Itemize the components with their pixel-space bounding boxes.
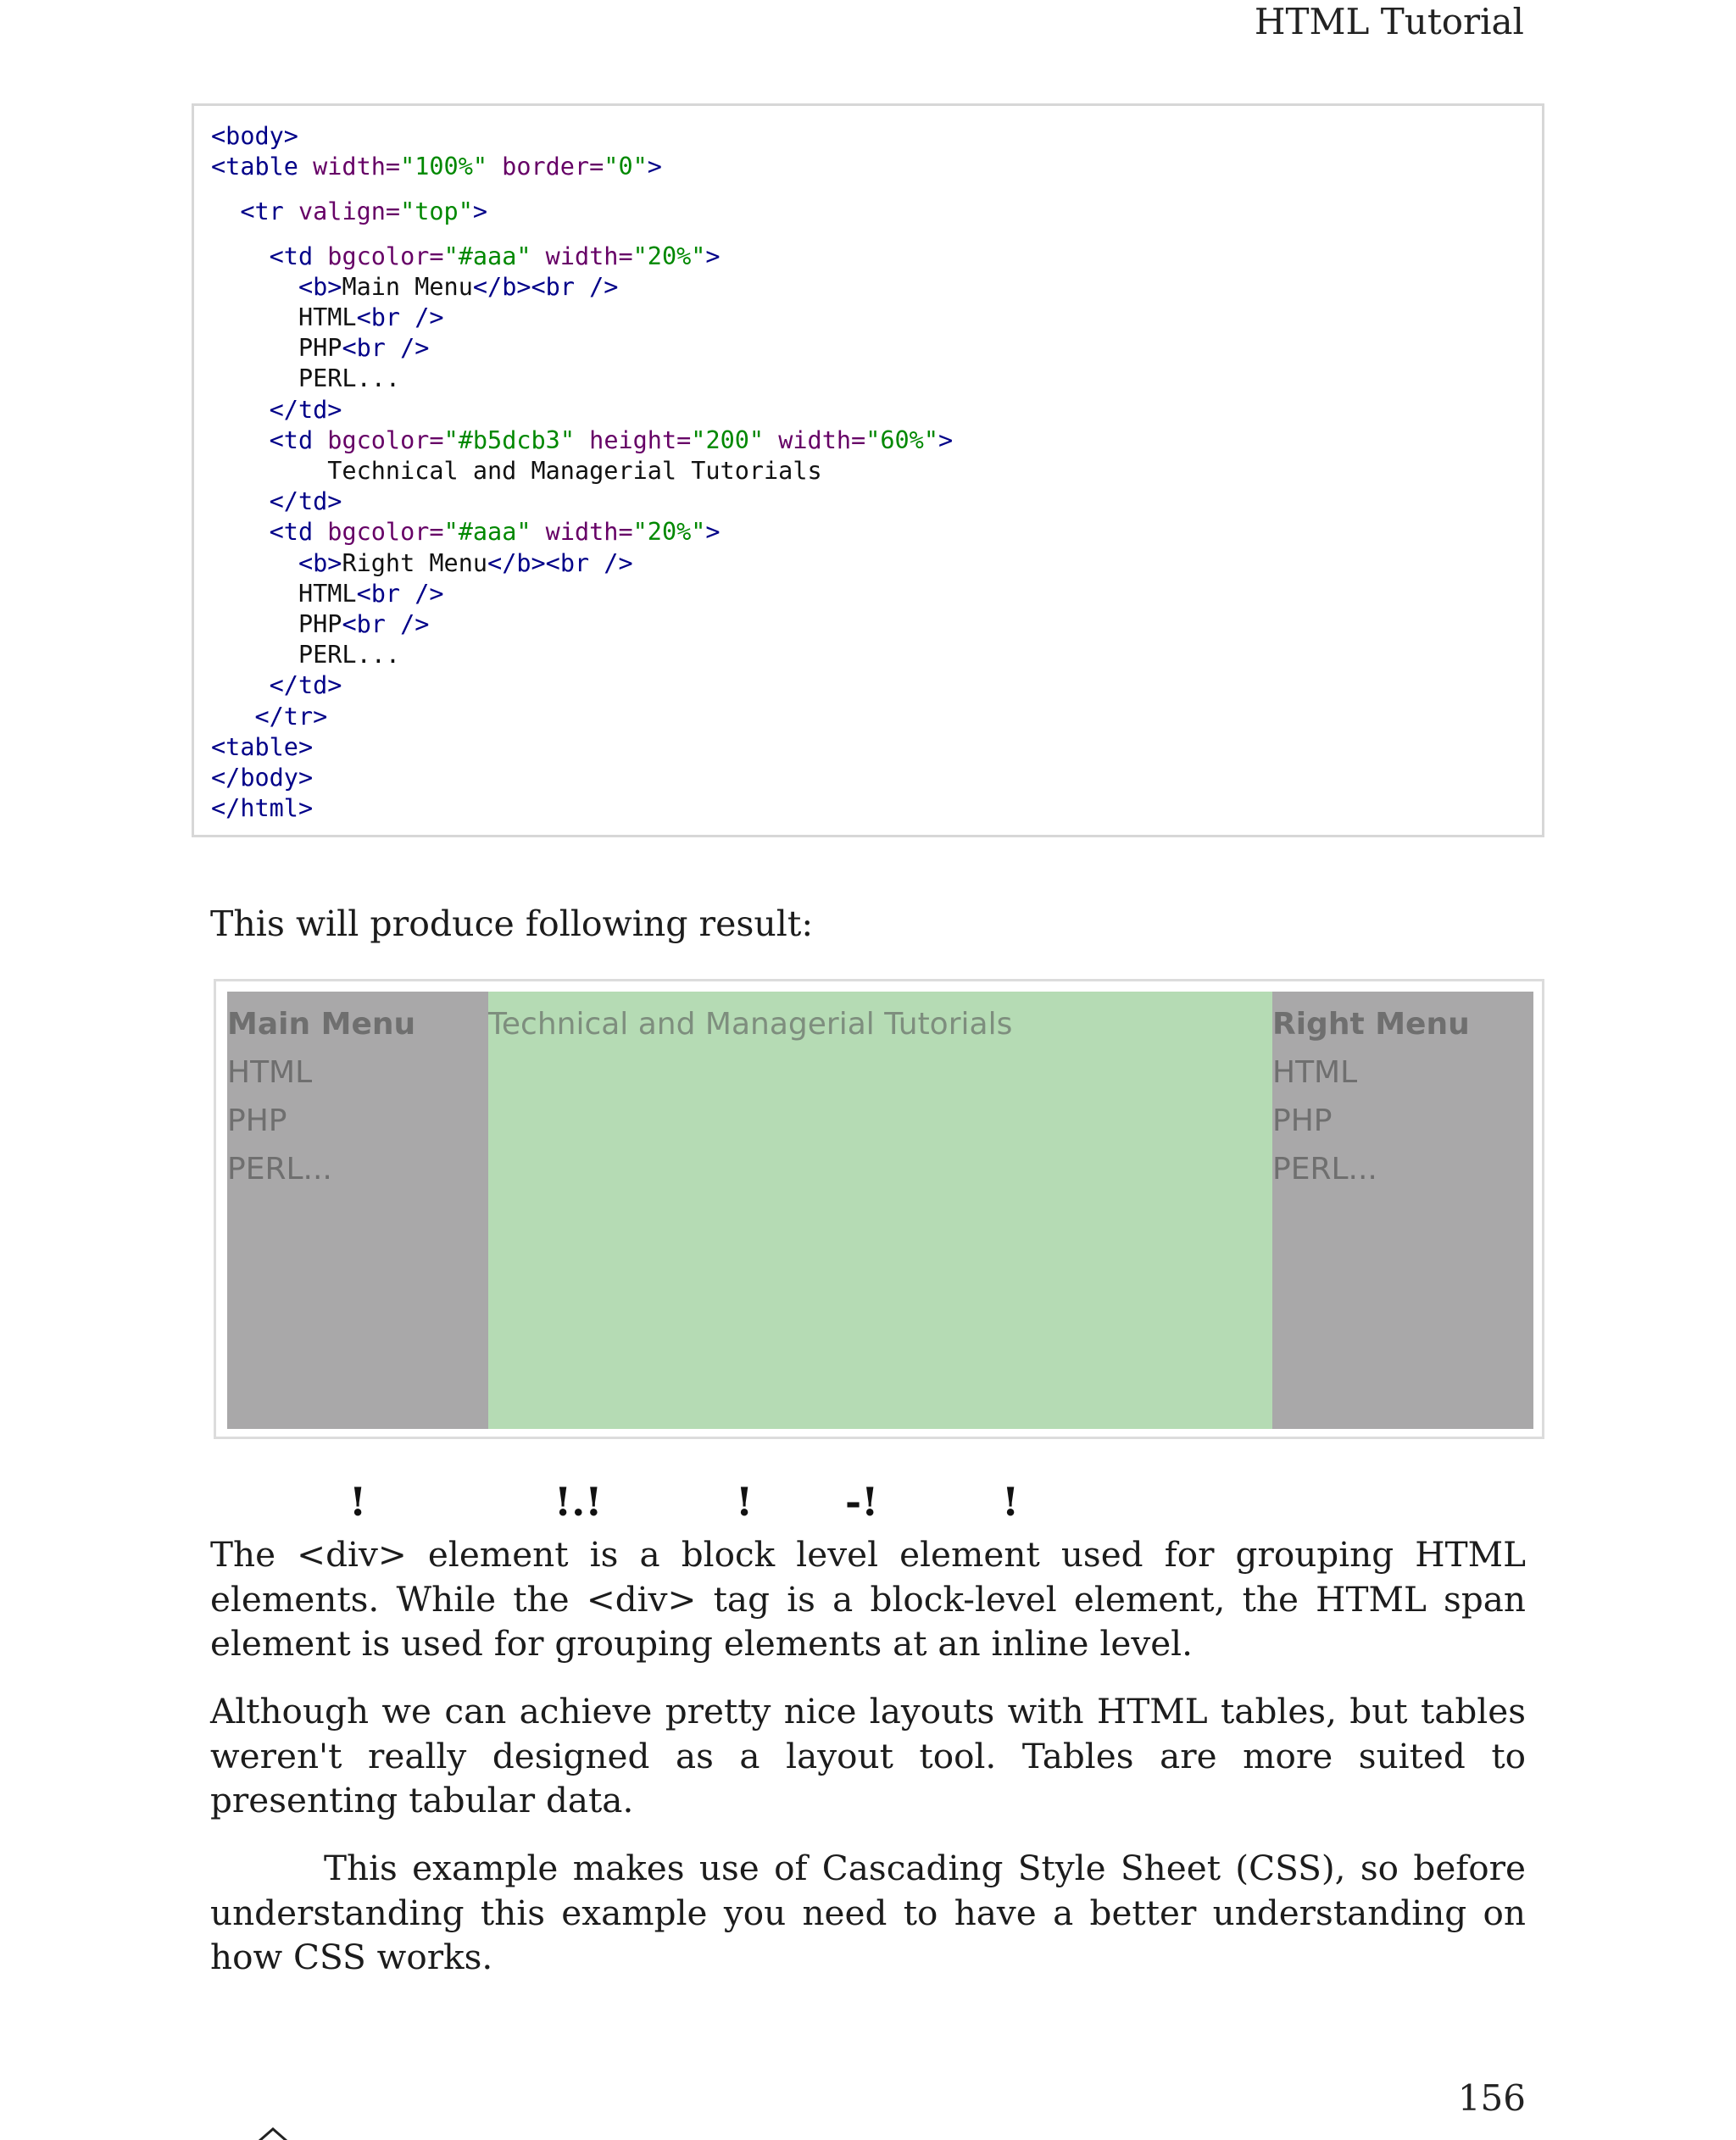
- code-token: <b>: [298, 548, 342, 577]
- code-token: "20%": [632, 242, 706, 270]
- code-line: [211, 242, 1542, 272]
- code-token: HTML: [211, 303, 357, 332]
- left-menu-cell: [227, 992, 488, 1429]
- code-line: [211, 395, 1542, 425]
- right-menu-item: PHP: [1272, 1103, 1333, 1138]
- code-token: "200": [691, 425, 765, 454]
- code-line: [211, 197, 1542, 227]
- code-token: [211, 273, 298, 301]
- code-token: [211, 396, 270, 424]
- paragraph: This example makes use of Cascading Style Sheet (CSS), so before understanding this example you need to have a better understanding on how CSS works.: [210, 1848, 1526, 1977]
- code-token: bgcolor=: [327, 242, 444, 270]
- left-menu-heading: Main Menu: [227, 1007, 416, 1042]
- code-token: "0": [604, 153, 648, 181]
- right-menu-item: PERL...: [1272, 1152, 1377, 1187]
- code-token: <table: [211, 153, 314, 181]
- code-line: [211, 670, 1542, 701]
- code-token: <br />: [356, 579, 444, 608]
- code-token: <b>: [298, 272, 342, 301]
- code-token: </tr>: [254, 702, 328, 731]
- code-token: [211, 426, 270, 454]
- code-token: PERL...: [211, 364, 401, 393]
- code-token: [211, 197, 240, 225]
- code-line: [211, 333, 1542, 364]
- code-token: <br />: [356, 303, 444, 332]
- code-token: width=: [764, 425, 866, 454]
- code-line: [211, 732, 1542, 763]
- code-line: [211, 425, 1542, 456]
- page-number: 156: [1457, 2077, 1526, 2119]
- left-menu-item: PERL...: [227, 1152, 332, 1187]
- code-token: >: [647, 153, 662, 181]
- code-token: Technical and Managerial Tutorials: [211, 457, 822, 486]
- code-token: "#aaa": [443, 242, 531, 270]
- code-token: [211, 487, 270, 515]
- left-menu-item: PHP: [227, 1103, 287, 1138]
- code-line: [211, 272, 1542, 303]
- code-token: "top": [400, 197, 473, 225]
- code-line: [211, 152, 1542, 182]
- paragraph: Although we can achieve pretty nice layouts with HTML tables, but tables weren't really designed as a layout tool. Tables are more suited to presenting tabular data.: [210, 1691, 1526, 1820]
- code-token: </html>: [211, 794, 314, 823]
- caret-up-icon: [256, 2126, 290, 2140]
- right-menu-item: HTML: [1272, 1055, 1358, 1090]
- code-token: "#aaa": [443, 518, 531, 547]
- code-line: [211, 579, 1542, 609]
- code-token: <tr: [240, 197, 298, 225]
- code-line: [211, 303, 1542, 333]
- code-line: [211, 486, 1542, 517]
- garbled-heading: [0, 1479, 1736, 1530]
- garbled-mark: !: [1002, 1479, 1020, 1525]
- code-token: PHP: [211, 610, 342, 639]
- code-token: >: [938, 425, 954, 454]
- left-menu-item: HTML: [227, 1055, 313, 1090]
- code-token: [211, 549, 298, 577]
- result-preview: [214, 979, 1544, 1439]
- garbled-mark: !: [349, 1479, 367, 1525]
- content-text: Technical and Managerial Tutorials: [488, 1007, 1013, 1042]
- code-token: valign=: [298, 197, 401, 225]
- code-token: border=: [487, 153, 604, 181]
- content-cell: [488, 992, 1272, 1429]
- code-token: <body>: [211, 122, 298, 150]
- code-token: width=: [313, 153, 401, 181]
- code-line: [211, 121, 1542, 152]
- code-token: height=: [575, 425, 692, 454]
- garbled-mark: -!: [845, 1479, 879, 1525]
- code-token: </td>: [269, 395, 342, 424]
- code-token: bgcolor=: [327, 518, 444, 547]
- code-token: <td: [269, 425, 328, 454]
- code-token: [211, 671, 270, 699]
- code-line: [211, 763, 1542, 793]
- code-line: [211, 702, 1542, 732]
- code-line: [211, 548, 1542, 579]
- garbled-mark: !: [736, 1479, 754, 1525]
- code-token: >: [705, 242, 721, 270]
- code-token: Main Menu: [342, 272, 473, 301]
- code-line: [211, 640, 1542, 670]
- code-token: >: [472, 197, 488, 225]
- code-token: <td: [269, 242, 328, 270]
- layout-table: [227, 992, 1533, 1429]
- code-line: [211, 517, 1542, 548]
- intro-text: This will produce following result:: [210, 903, 814, 944]
- code-token: </td>: [269, 487, 342, 516]
- code-token: [211, 242, 270, 270]
- code-token: Right Menu: [342, 548, 488, 577]
- code-token: <br />: [342, 610, 430, 639]
- code-token: <table>: [211, 732, 314, 761]
- code-token: </body>: [211, 764, 314, 792]
- code-token: bgcolor=: [327, 425, 444, 454]
- right-menu-heading: Right Menu: [1272, 1007, 1470, 1042]
- code-token: HTML: [211, 579, 357, 608]
- paragraph: The <div> element is a block level element used for grouping HTML elements. While the <div> tag is a block-level element, the HTML span element is used for grouping elements at an inline level.: [210, 1534, 1526, 1664]
- code-token: <br />: [342, 334, 430, 363]
- code-token: PHP: [211, 334, 342, 363]
- code-token: "100%": [400, 153, 488, 181]
- code-token: </td>: [269, 671, 342, 700]
- code-listing: [192, 103, 1544, 837]
- garbled-mark: !.!: [554, 1479, 603, 1525]
- code-token: PERL...: [211, 641, 401, 670]
- code-token: "20%": [632, 518, 706, 547]
- code-line: [211, 456, 1542, 486]
- code-token: <td: [269, 518, 328, 547]
- code-token: "60%": [865, 425, 938, 454]
- code-token: [211, 518, 270, 546]
- running-header: HTML Tutorial: [1254, 1, 1524, 42]
- code-token: "#b5dcb3": [443, 425, 575, 454]
- code-token: [211, 703, 254, 731]
- code-token: </b><br />: [472, 272, 619, 301]
- right-menu-cell: [1272, 992, 1533, 1429]
- code-token: >: [705, 518, 721, 547]
- code-token: width=: [531, 518, 633, 547]
- code-line: [211, 609, 1542, 640]
- code-line: [211, 793, 1542, 824]
- code-token: </b><br />: [487, 548, 633, 577]
- code-token: width=: [531, 242, 633, 270]
- code-line: [211, 364, 1542, 394]
